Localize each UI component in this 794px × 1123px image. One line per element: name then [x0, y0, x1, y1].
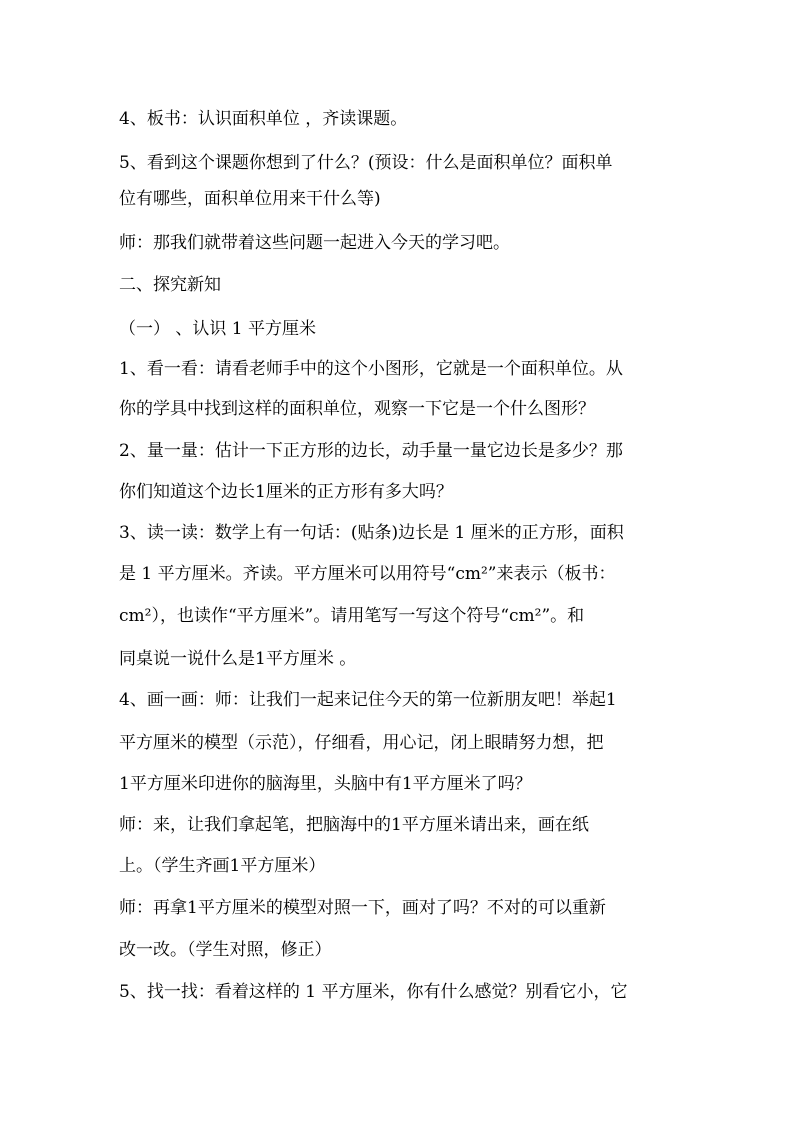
- text-line: 1、看一看：请看老师手中的这个小图形，它就是一个面积单位。从: [119, 359, 623, 379]
- text-line: 4、画一画：师：让我们一起来记住今天的第一位新朋友吧！举起1: [119, 690, 617, 710]
- text-line: 上。（学生齐画1平方厘米）: [119, 856, 326, 876]
- text-line: 4、板书：认识面积单位 ，齐读课题。: [119, 109, 408, 129]
- text-line: 改一改。（学生对照，修正）: [119, 940, 332, 960]
- text-line: 是 1 平方厘米。齐读。平方厘米可以用符号“cm²”来表示（板书：: [119, 564, 616, 584]
- text-line: 师：再拿1平方厘米的模型对照一下，画对了吗？不对的可以重新: [119, 898, 606, 918]
- subsection-heading: （一） 、认识 1 平方厘米: [119, 319, 317, 339]
- text-line: 平方厘米的模型（示范），仔细看，用心记，闭上眼睛努力想，把: [119, 733, 604, 753]
- text-line: 你们知道这个边长1厘米的正方形有多大吗？: [119, 482, 453, 502]
- text-line: 3、读一读：数学上有一句话：(贴条)边长是 1 厘米的正方形，面积: [119, 523, 624, 543]
- text-line: 师：来，让我们拿起笔，把脑海中的1平方厘米请出来，画在纸: [119, 815, 589, 835]
- text-line: 1平方厘米印进你的脑海里，头脑中有1平方厘米了吗？: [119, 774, 532, 794]
- text-line: 位有哪些，面积单位用来干什么等): [119, 189, 381, 209]
- text-line: 同桌说一说什么是1平方厘米 。: [119, 649, 357, 669]
- text-line: 2、量一量：估计一下正方形的边长，动手量一量它边长是多少？那: [119, 441, 623, 461]
- text-line: 你的学具中找到这样的面积单位，观察一下它是一个什么图形？: [119, 399, 595, 419]
- text-line: 5、看到这个课题你想到了什么？(预设：什么是面积单位？面积单: [119, 153, 613, 173]
- text-line: 师：那我们就带着这些问题一起进入今天的学习吧。: [119, 233, 510, 253]
- text-line: cm²），也读作“平方厘米”。请用笔写一写这个符号“cm²”。和: [119, 606, 585, 626]
- section-heading: 二、探究新知: [119, 275, 221, 295]
- text-line: 5、找一找：看着这样的 1 平方厘米，你有什么感觉？别看它小，它: [119, 982, 628, 1002]
